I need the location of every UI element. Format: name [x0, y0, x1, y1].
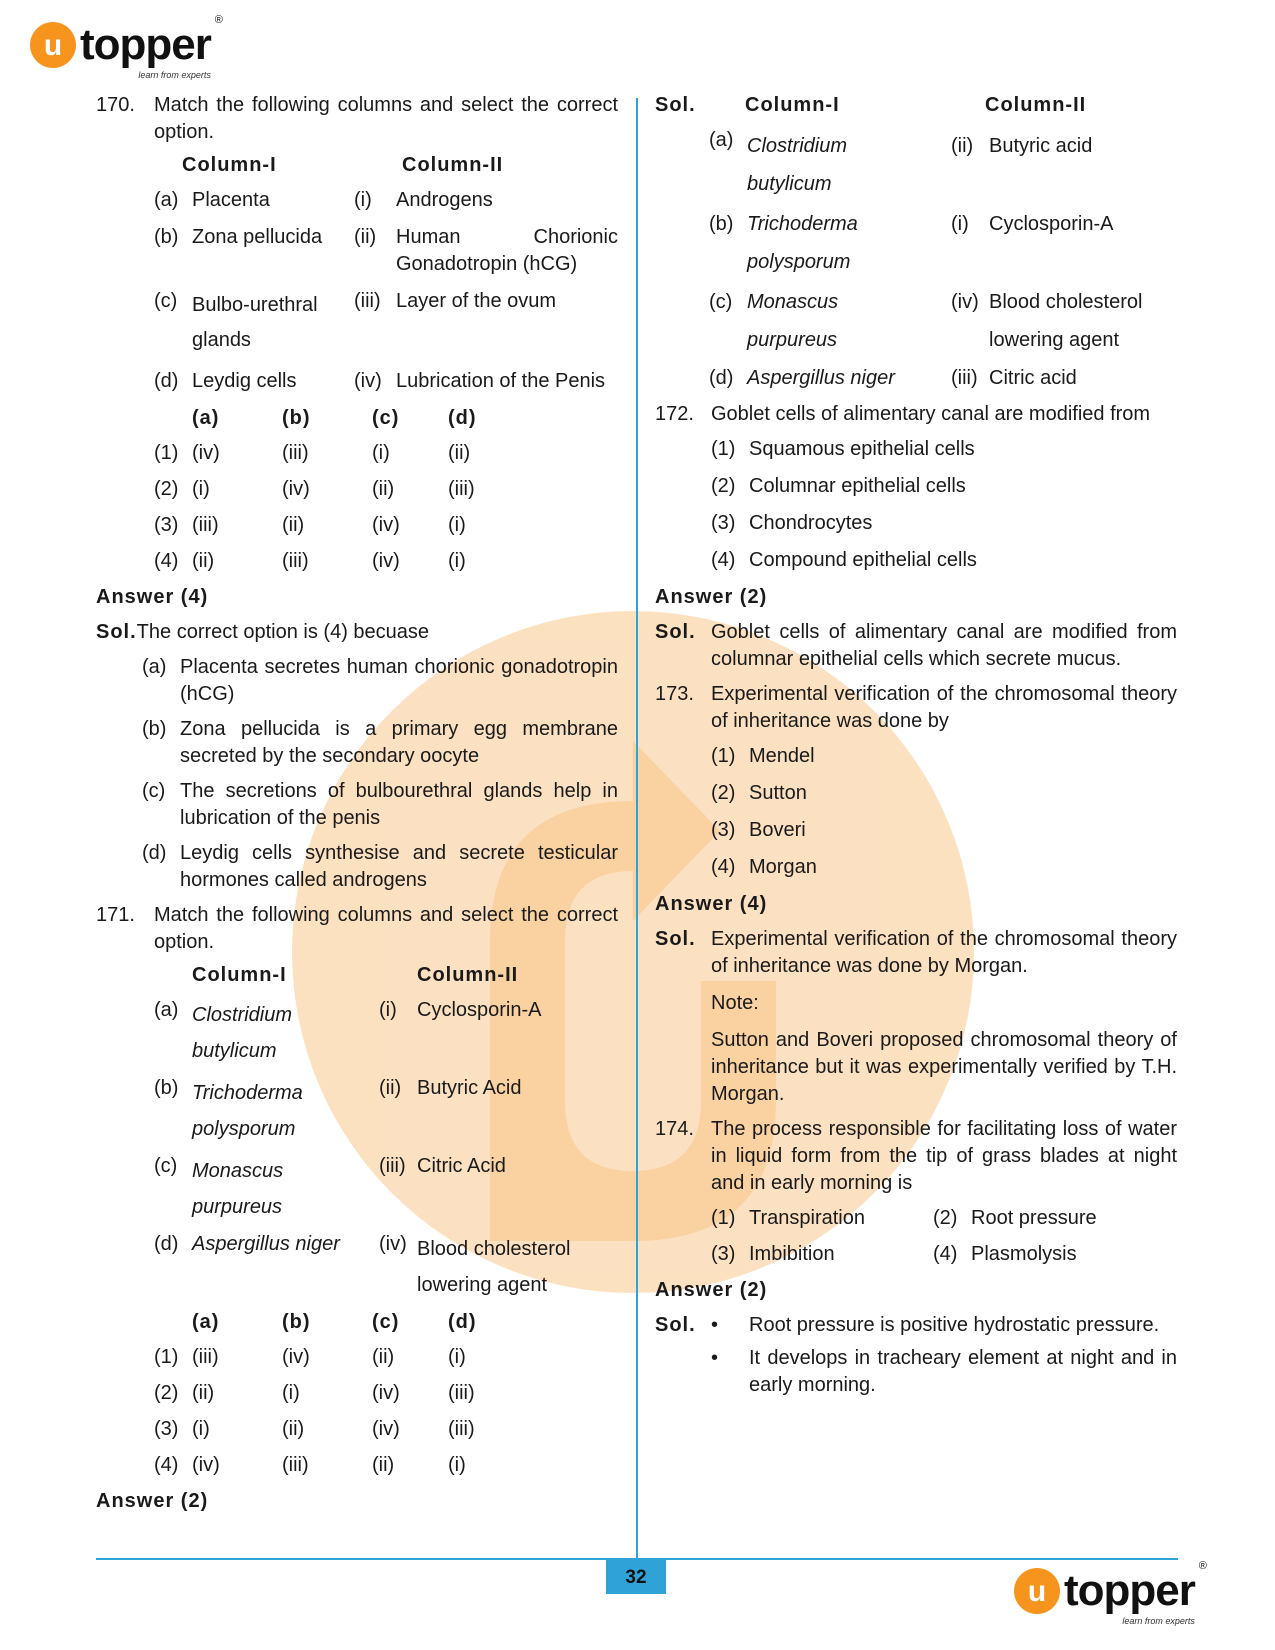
- logo-mark-icon: u: [30, 22, 76, 68]
- options-174: [711, 1205, 1177, 1268]
- option-d: (iii): [448, 1382, 475, 1404]
- column-1-item: [747, 127, 951, 203]
- option-a: (iv): [192, 442, 220, 464]
- solution-170: [96, 619, 618, 646]
- question-text: Match the following columns and select the correct option.: [154, 94, 618, 143]
- column-2-item: Lubrication of the Penis: [396, 370, 606, 392]
- column-1-header: Column-I: [745, 94, 840, 116]
- option-label: (4): [933, 1243, 958, 1265]
- solution-row: [709, 127, 1177, 203]
- option-d: (i): [448, 514, 466, 536]
- solution-points-170: [142, 654, 618, 894]
- column-2-item: Layer of the ovum: [396, 290, 557, 312]
- bullet-icon: •: [711, 1314, 719, 1336]
- option-label: (2): [711, 475, 736, 497]
- option-c: (ii): [372, 478, 395, 500]
- question-number: 170.: [96, 94, 135, 116]
- question-number: 174.: [655, 1118, 694, 1140]
- option-b: (ii): [282, 1418, 305, 1440]
- match-row: [154, 224, 618, 278]
- option-d: (i): [448, 1346, 466, 1368]
- question-173: [655, 681, 1177, 735]
- row-label: (c): [154, 1155, 178, 1177]
- column-1-item: Placenta: [192, 189, 270, 211]
- option-b: (i): [282, 1382, 300, 1404]
- option-label: (1): [154, 442, 179, 464]
- question-number: 173.: [655, 683, 694, 705]
- option-label: (3): [154, 514, 179, 536]
- option-text: Boveri: [749, 819, 806, 841]
- option-col-b: (b): [282, 1311, 311, 1333]
- item-line-2: purpureus: [747, 329, 838, 351]
- item-line-2: lowering agent: [417, 1274, 548, 1296]
- column-1-item: Aspergillus niger: [192, 1233, 340, 1255]
- column-2-header: Column-II: [985, 94, 1087, 116]
- option-b: (ii): [282, 514, 305, 536]
- option-text: Chondrocytes: [749, 512, 873, 534]
- solution-row: [709, 205, 1177, 281]
- question-text: The process responsible for facilitating loss of water in liquid form from the tip of grass blades at night and in early morning is: [711, 1118, 1177, 1194]
- column-1-item: [192, 997, 379, 1069]
- options-row-2: [711, 1241, 1177, 1268]
- row-roman: (iv): [951, 291, 979, 313]
- answer-171: Answer (2): [96, 1490, 209, 1512]
- column-2-item: Butyric Acid: [417, 1077, 522, 1099]
- item-line-1: Trichoderma: [747, 213, 858, 235]
- column-2-item: Cyclosporin-A: [417, 999, 542, 1021]
- option-a: (iii): [192, 1346, 219, 1368]
- column-1-item: Bulbo-urethral glands: [192, 294, 318, 351]
- option-b: (iii): [282, 1454, 309, 1476]
- option-a: (i): [192, 478, 210, 500]
- option-label: (4): [711, 856, 736, 878]
- option-d: (i): [448, 550, 466, 572]
- point-text: The secretions of bulbourethral glands help in lubrication of the penis: [180, 780, 618, 829]
- option-1[interactable]: [711, 743, 1177, 770]
- question-text: Match the following columns and select the correct option.: [154, 904, 618, 953]
- solution-point: [142, 778, 618, 832]
- option-col-a: (a): [192, 1311, 220, 1333]
- option-d: (ii): [448, 442, 471, 464]
- option-label: (3): [711, 819, 736, 841]
- solution-intro: The correct option is (4) becuase: [136, 621, 430, 643]
- solution-point: [142, 654, 618, 708]
- solution-172: [655, 619, 1177, 673]
- option-label: (4): [154, 550, 179, 572]
- option-3[interactable]: [711, 817, 1177, 844]
- footer-logo-name: topper: [1064, 1566, 1195, 1615]
- option-label: (4): [154, 1454, 179, 1476]
- option-3[interactable]: [154, 1416, 618, 1443]
- option-col-d: (d): [448, 1311, 477, 1333]
- option-1[interactable]: [711, 1205, 933, 1232]
- column-2-item: [989, 283, 1177, 359]
- row-roman: (iv): [354, 370, 382, 392]
- option-label: (4): [711, 549, 736, 571]
- option-b: (iii): [282, 442, 309, 464]
- column-divider: [636, 98, 638, 1558]
- solution-label: Sol.: [655, 1314, 696, 1336]
- solution-text: Experimental verification of the chromosomal theory of inheritance was done by Morgan.: [711, 928, 1177, 977]
- options-row-1: [711, 1205, 1177, 1232]
- solution-row: [709, 361, 1177, 395]
- column-1-item: [747, 283, 951, 359]
- match-row: [154, 1075, 618, 1147]
- question-174: [655, 1116, 1177, 1197]
- row-label: (c): [709, 291, 733, 313]
- option-label: (3): [711, 512, 736, 534]
- option-b: (iv): [282, 1346, 310, 1368]
- match-table-170: [154, 152, 618, 575]
- row-label: (b): [709, 213, 734, 235]
- logo-registered: ®: [214, 14, 223, 26]
- item-line-1: Blood cholesterol: [989, 291, 1143, 313]
- row-label: (c): [154, 290, 178, 312]
- option-4[interactable]: [154, 1452, 618, 1479]
- column-1-item: [192, 1075, 379, 1147]
- right-column: [655, 92, 1177, 1409]
- option-4[interactable]: [154, 548, 618, 575]
- item-line-1: Clostridium: [747, 135, 848, 157]
- option-c: (ii): [372, 1454, 395, 1476]
- match-row: [154, 1231, 618, 1303]
- option-col-a: (a): [192, 407, 220, 429]
- item-line-1: Blood cholesterol: [417, 1238, 571, 1260]
- item-line-1: Monascus: [192, 1160, 284, 1182]
- option-text: Columnar epithelial cells: [749, 475, 966, 497]
- option-2[interactable]: [711, 780, 1177, 807]
- option-text: Imbibition: [749, 1243, 835, 1265]
- option-4[interactable]: [933, 1241, 1077, 1268]
- column-1-item: [192, 1153, 379, 1225]
- option-c: (iv): [372, 1382, 400, 1404]
- row-roman: (iii): [951, 367, 978, 389]
- option-1[interactable]: [711, 436, 1177, 463]
- solution-text: Goblet cells of alimentary canal are modified from columnar epithelial cells which secrete mucus.: [711, 621, 1177, 670]
- question-171: [96, 902, 618, 956]
- options-173: [711, 743, 1177, 881]
- answer-174: Answer (2): [655, 1279, 768, 1301]
- question-172: [655, 401, 1177, 428]
- column-1-header: Column-I: [182, 154, 277, 176]
- option-1[interactable]: [154, 1344, 618, 1371]
- match-row: [154, 1153, 618, 1225]
- option-label: (3): [711, 1243, 736, 1265]
- option-3[interactable]: [711, 1241, 933, 1268]
- option-text: Transpiration: [749, 1207, 865, 1229]
- solution-label: Sol.: [655, 621, 696, 643]
- match-row: [154, 187, 618, 214]
- option-2[interactable]: [154, 1380, 618, 1407]
- solution-label: Sol.: [655, 928, 696, 950]
- solution-174-point-2: [655, 1345, 1177, 1399]
- logo-name: topper: [80, 20, 211, 69]
- option-3[interactable]: [154, 512, 618, 539]
- option-text: Compound epithelial cells: [749, 549, 977, 571]
- match-header: [154, 962, 618, 989]
- footer-logo-mark-icon: u: [1014, 1568, 1060, 1614]
- solution-label: Sol.: [96, 621, 137, 643]
- question-text: Goblet cells of alimentary canal are modified from: [711, 403, 1151, 425]
- option-col-b: (b): [282, 407, 311, 429]
- row-roman: (ii): [951, 135, 974, 157]
- question-text: Experimental verification of the chromosomal theory of inheritance was done by: [711, 683, 1177, 732]
- option-a: (iv): [192, 1454, 220, 1476]
- page-number: 32: [606, 1560, 666, 1594]
- item-line-2: butylicum: [747, 173, 832, 195]
- option-b: (iv): [282, 478, 310, 500]
- option-b: (iii): [282, 550, 309, 572]
- question-number: 171.: [96, 904, 135, 926]
- option-label: (1): [711, 1207, 736, 1229]
- row-label: (d): [709, 367, 734, 389]
- option-d: (i): [448, 1454, 466, 1476]
- column-2-item: Human Chorionic Gonadotropin (hCG): [396, 226, 618, 275]
- column-2-header: Column-II: [417, 964, 519, 986]
- row-roman: (iv): [379, 1233, 407, 1255]
- option-c: (ii): [372, 1346, 395, 1368]
- answer-173: Answer (4): [655, 893, 768, 915]
- point-text: Leydig cells synthesise and secrete testicular hormones called androgens: [180, 842, 618, 891]
- item-line-1: Clostridium: [192, 1004, 293, 1026]
- footer-logo-registered: ®: [1198, 1560, 1207, 1572]
- match-row: [154, 288, 618, 358]
- option-c: (iv): [372, 1418, 400, 1440]
- option-3[interactable]: [711, 510, 1177, 537]
- option-1[interactable]: [154, 440, 618, 467]
- option-2[interactable]: [933, 1205, 1097, 1232]
- column-1-header: Column-I: [192, 964, 287, 986]
- point-label: (d): [142, 842, 167, 864]
- row-label: (d): [154, 1233, 179, 1255]
- option-label: (3): [154, 1418, 179, 1440]
- left-column: [96, 92, 618, 1523]
- option-text: Morgan: [749, 856, 817, 878]
- column-2-item: Butyric acid: [989, 135, 1093, 157]
- answer-172: Answer (2): [655, 586, 768, 608]
- solution-point: [142, 840, 618, 894]
- column-2-item: [417, 1231, 618, 1303]
- row-roman: (i): [951, 213, 969, 235]
- column-1-item: Leydig cells: [192, 370, 297, 392]
- footer-logo-wordmark: [1064, 1560, 1207, 1626]
- point-text: Zona pellucida is a primary egg membrane secreted by the secondary oocyte: [180, 718, 618, 767]
- item-line-2: lowering agent: [989, 329, 1120, 351]
- item-line-2: butylicum: [192, 1040, 277, 1062]
- option-label: (1): [711, 438, 736, 460]
- match-header: [154, 152, 618, 179]
- column-1-item: Aspergillus niger: [747, 367, 895, 389]
- solution-173: [655, 926, 1177, 980]
- option-c: (i): [372, 442, 390, 464]
- bullet-icon: •: [711, 1347, 719, 1369]
- item-line-2: polysporum: [747, 251, 851, 273]
- column-2-item: Citric acid: [989, 367, 1077, 389]
- solution-171-header: [655, 92, 1177, 119]
- item-line-1: Trichoderma: [192, 1082, 303, 1104]
- option-label: (2): [154, 478, 179, 500]
- option-label: (2): [711, 782, 736, 804]
- row-roman: (iii): [354, 290, 381, 312]
- option-a: (ii): [192, 1382, 215, 1404]
- solution-point: It develops in tracheary element at night and in early morning.: [749, 1347, 1177, 1396]
- item-line-2: polysporum: [192, 1118, 296, 1140]
- row-label: (a): [154, 999, 179, 1021]
- row-label: (b): [154, 226, 179, 248]
- item-line-1: Monascus: [747, 291, 839, 313]
- option-a: (iii): [192, 514, 219, 536]
- column-2-item: Citric Acid: [417, 1155, 506, 1177]
- option-a: (i): [192, 1418, 210, 1440]
- option-d: (iii): [448, 478, 475, 500]
- solution-row: [709, 283, 1177, 359]
- option-2[interactable]: [711, 473, 1177, 500]
- row-roman: (iii): [379, 1155, 406, 1177]
- column-1-item: Zona pellucida: [192, 226, 323, 248]
- option-label: (1): [711, 745, 736, 767]
- option-2[interactable]: [154, 476, 618, 503]
- option-text: Plasmolysis: [971, 1243, 1077, 1265]
- option-a: (ii): [192, 550, 215, 572]
- match-row: [154, 368, 618, 395]
- option-d: (iii): [448, 1418, 475, 1440]
- match-table-171: [154, 962, 618, 1479]
- point-label: (b): [142, 718, 167, 740]
- options-header: [154, 1309, 618, 1336]
- logo-tagline: learn from experts: [138, 70, 211, 80]
- item-line-2: purpureus: [192, 1196, 283, 1218]
- header-logo: [30, 14, 223, 80]
- option-text: Squamous epithelial cells: [749, 438, 975, 460]
- solution-174: [655, 1312, 1177, 1339]
- question-170: [96, 92, 618, 146]
- options-header: [154, 405, 618, 432]
- option-label: (2): [933, 1207, 958, 1229]
- column-1-item: [747, 205, 951, 281]
- row-label: (a): [154, 189, 179, 211]
- option-col-c: (c): [372, 407, 400, 429]
- footer-logo-tagline: learn from experts: [1122, 1616, 1195, 1626]
- logo-wordmark: [80, 14, 223, 80]
- row-label: (d): [154, 370, 179, 392]
- row-roman: (i): [379, 999, 397, 1021]
- row-label: (b): [154, 1077, 179, 1099]
- option-text: Root pressure: [971, 1207, 1097, 1229]
- point-label: (a): [142, 656, 167, 678]
- solution-point: Root pressure is positive hydrostatic pressure.: [749, 1314, 1160, 1336]
- column-2-item: Androgens: [396, 189, 493, 211]
- note-text: Sutton and Boveri proposed chromosomal theory of inheritance but it was experimentally verified by T.H. Morgan.: [711, 1029, 1177, 1105]
- row-roman: (ii): [354, 226, 377, 248]
- option-label: (2): [154, 1382, 179, 1404]
- solution-label: Sol.: [655, 94, 696, 116]
- option-c: (iv): [372, 514, 400, 536]
- row-roman: (ii): [379, 1077, 402, 1099]
- column-2-item: Cyclosporin-A: [989, 213, 1114, 235]
- column-2-header: Column-II: [402, 154, 504, 176]
- point-label: (c): [142, 780, 166, 802]
- note-label: Note:: [711, 992, 759, 1014]
- option-col-d: (d): [448, 407, 477, 429]
- solution-171-table: [709, 127, 1177, 395]
- row-roman: (i): [354, 189, 372, 211]
- option-4[interactable]: [711, 547, 1177, 574]
- options-172: [711, 436, 1177, 574]
- answer-170: Answer (4): [96, 586, 209, 608]
- solution-point: [142, 716, 618, 770]
- option-text: Sutton: [749, 782, 807, 804]
- option-text: Mendel: [749, 745, 815, 767]
- footer-logo: [1014, 1560, 1207, 1626]
- option-col-c: (c): [372, 1311, 400, 1333]
- point-text: Placenta secretes human chorionic gonadotropin (hCG): [180, 656, 618, 705]
- match-row: [154, 997, 618, 1069]
- option-label: (1): [154, 1346, 179, 1368]
- option-c: (iv): [372, 550, 400, 572]
- option-4[interactable]: [711, 854, 1177, 881]
- note-173: [711, 990, 1177, 1108]
- question-number: 172.: [655, 403, 694, 425]
- row-label: (a): [709, 129, 734, 151]
